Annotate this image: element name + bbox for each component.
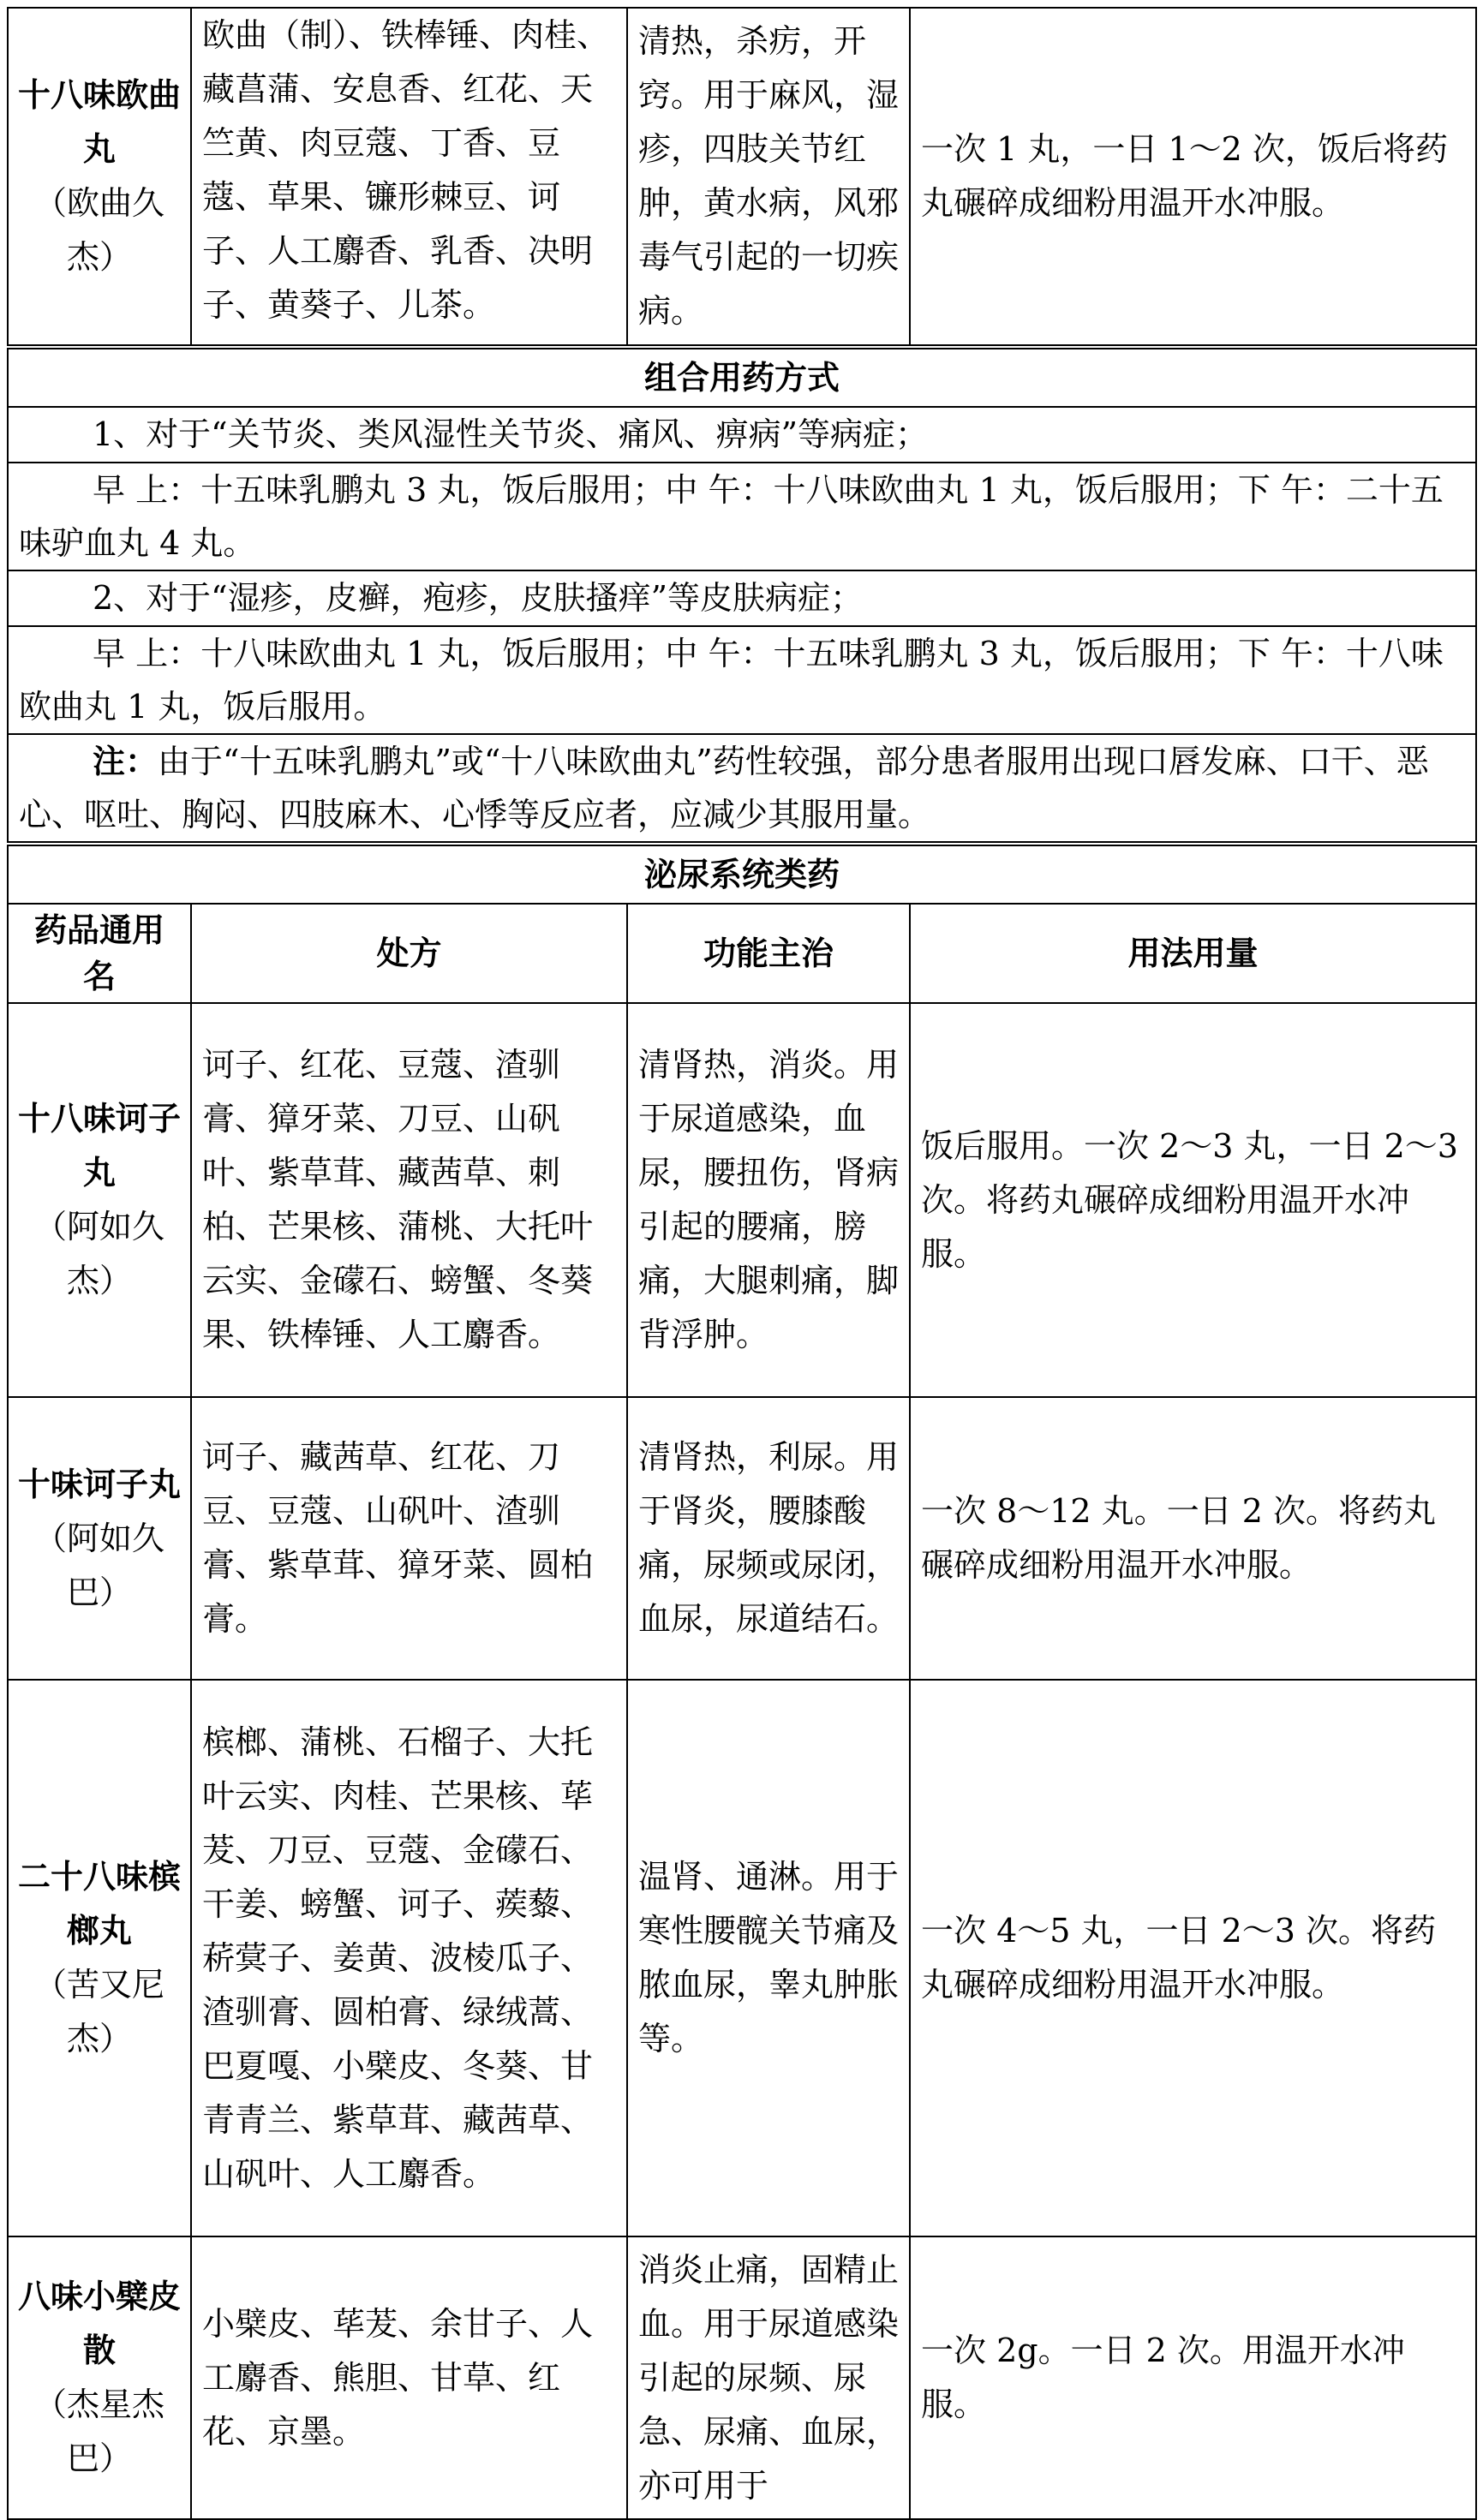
- drug-function: 清肾热，利尿。用于肾炎，腰膝酸痛，尿频或尿闭，血尿，尿道结石。: [627, 1397, 910, 1680]
- drug-table: [7, 7, 1477, 2520]
- drug-name: 十八味诃子丸: [17, 1100, 181, 1191]
- table-row: [8, 8, 1476, 347]
- table-row: [8, 734, 1476, 844]
- table-row: [8, 463, 1476, 570]
- section-title-combo: 组合用药方式: [8, 347, 1476, 407]
- drug-function: 清肾热，消炎。用于尿道感染，血尿，腰扭伤，肾病引起的腰痛，膀痛，大腿刺痛，脚背浮肿。: [627, 1003, 910, 1397]
- header-function: 功能主治: [627, 904, 910, 1003]
- header-formula: 处方: [191, 904, 627, 1003]
- drug-formula: 小檗皮、荜茇、余甘子、人工麝香、熊胆、甘草、红花、京墨。: [191, 2236, 627, 2519]
- table-row: [8, 626, 1476, 734]
- table-row: [8, 407, 1476, 463]
- drug-usage: 一次 8～12 丸。一日 2 次。将药丸碾碎成细粉用温开水冲服。: [910, 1397, 1476, 1680]
- drug-name-cell: [8, 2236, 191, 2519]
- drug-formula: 槟榔、蒲桃、石榴子、大托叶云实、肉桂、芒果核、荜茇、刀豆、豆蔻、金礞石、干姜、螃蟹、诃子、蒺藜、菥蓂子、姜黄、波棱瓜子、渣驯膏、圆柏膏、绿绒蒿、巴夏嘎、小檗皮、冬葵、甘青青兰、紫草茸、藏茜草、山矾叶、人工麝香。: [191, 1680, 627, 2236]
- table-row: [8, 1003, 1476, 1397]
- header-name: 药品通用名: [8, 904, 191, 1003]
- drug-usage: 饭后服用。一次 2～3 丸，一日 2～3 次。将药丸碾碎成细粉用温开水冲服。: [910, 1003, 1476, 1397]
- drug-usage: 一次 1 丸，一日 1～2 次，饭后将药丸碾碎成细粉用温开水冲服。: [910, 8, 1476, 347]
- document-page: [7, 7, 1475, 2520]
- table-row: [8, 2236, 1476, 2519]
- combo-note: [8, 734, 1476, 844]
- drug-name-cell: [8, 1680, 191, 2236]
- combo-item-1: 1、对于“关节炎、类风湿性关节炎、痛风、痹病”等病症；: [8, 407, 1476, 463]
- drug-name-cell: [8, 8, 191, 347]
- drug-alias: （杰星杰巴）: [33, 2386, 164, 2477]
- combo-item-2: 2、对于“湿疹，皮癣，疱疹，皮肤搔痒”等皮肤病症；: [8, 570, 1476, 626]
- drug-alias: （阿如久巴）: [33, 1519, 164, 1611]
- drug-name: 十味诃子丸: [17, 1465, 181, 1503]
- drug-function: 清热，杀疠，开窍。用于麻风，湿疹，四肢关节红肿，黄水病，风邪毒气引起的一切疾病。: [627, 8, 910, 347]
- note-text: 由于“十五味乳鹏丸”或“十八味欧曲丸”药性较强，部分患者服用出现口唇发麻、口干、恶心、呕吐、胸闷、四肢麻木、心悸等反应者，应减少其服用量。: [19, 743, 1429, 833]
- drug-name: 八味小檗皮散: [17, 2278, 181, 2369]
- combo-item-2-detail: 早 上：十八味欧曲丸 1 丸，饭后服用；中 午：十五味乳鹏丸 3 丸，饭后服用；下 午：十八味欧曲丸 1 丸，饭后服用。: [8, 626, 1476, 734]
- drug-name: 十八味欧曲丸: [17, 76, 181, 168]
- drug-function: 消炎止痛，固精止血。用于尿道感染引起的尿频、尿急、尿痛、血尿，亦可用于: [627, 2236, 910, 2519]
- table-header-row: [8, 904, 1476, 1003]
- drug-formula: 欧曲（制）、铁棒锤、肉桂、藏菖蒲、安息香、红花、天竺黄、肉豆蔻、丁香、豆蔻、草果、镰形棘豆、诃子、人工麝香、乳香、决明子、黄葵子、儿茶。: [191, 8, 627, 347]
- drug-name-cell: [8, 1397, 191, 1680]
- section-title-urinary: 泌尿系统类药: [8, 844, 1476, 904]
- table-row: [8, 1680, 1476, 2236]
- drug-function: 温肾、通淋。用于寒性腰髋关节痛及脓血尿，睾丸肿胀等。: [627, 1680, 910, 2236]
- section-row: [8, 347, 1476, 407]
- drug-formula: 诃子、红花、豆蔻、渣驯膏、獐牙菜、刀豆、山矾叶、紫草茸、藏茜草、刺柏、芒果核、蒲桃、大托叶云实、金礞石、螃蟹、冬葵果、铁棒锤、人工麝香。: [191, 1003, 627, 1397]
- drug-name: 二十八味槟榔丸: [17, 1858, 181, 1950]
- table-row: [8, 570, 1476, 626]
- drug-alias: （欧曲久杰）: [33, 184, 164, 276]
- drug-usage: 一次 4～5 丸，一日 2～3 次。将药丸碾碎成细粉用温开水冲服。: [910, 1680, 1476, 2236]
- drug-formula: 诃子、藏茜草、红花、刀豆、豆蔻、山矾叶、渣驯膏、紫草茸、獐牙菜、圆柏膏。: [191, 1397, 627, 1680]
- drug-alias: （苦又尼杰）: [33, 1966, 164, 2057]
- drug-usage: 一次 2g。一日 2 次。用温开水冲服。: [910, 2236, 1476, 2519]
- combo-item-1-detail: 早 上：十五味乳鹏丸 3 丸，饭后服用；中 午：十八味欧曲丸 1 丸，饭后服用；下 午：二十五味驴血丸 4 丸。: [8, 463, 1476, 570]
- drug-alias: （阿如久杰）: [33, 1208, 164, 1299]
- note-label: 注：: [93, 743, 158, 780]
- header-usage: 用法用量: [910, 904, 1476, 1003]
- section-row: [8, 844, 1476, 904]
- table-row: [8, 1397, 1476, 1680]
- drug-name-cell: [8, 1003, 191, 1397]
